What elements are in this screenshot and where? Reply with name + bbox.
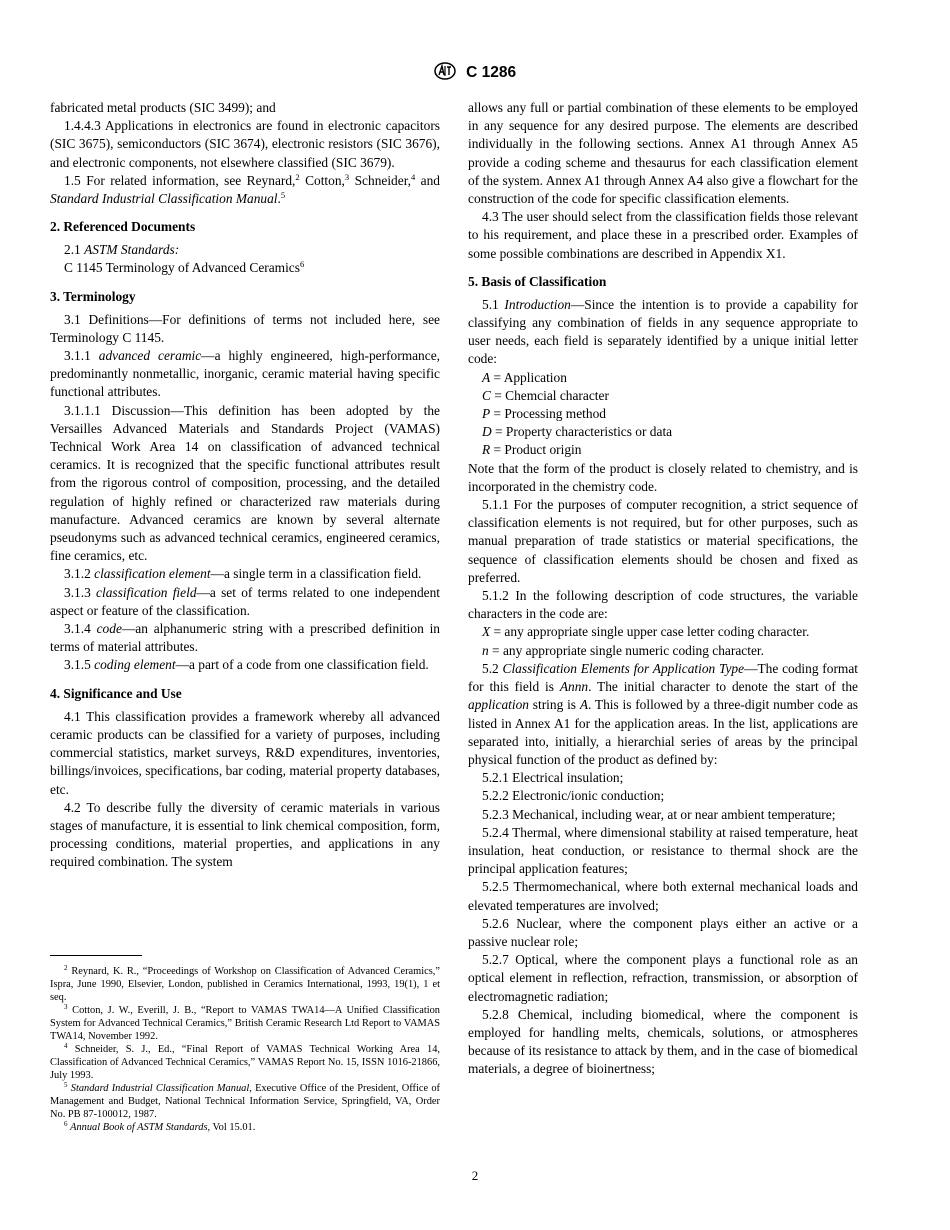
list-item: 5.2.7 Optical, where the component plays a functional role as an optical element in reflection, refraction, transmission, or absorption of electromagnetic radiation; xyxy=(468,952,858,1004)
paragraph: 3.1.4 code—an alphanumeric string with a prescribed definition in terms of material attributes. xyxy=(50,621,440,655)
footnote: $^6$ Annual Book of ASTM Standards, Vol 15.01. xyxy=(64,1120,256,1133)
footnote-rule xyxy=(50,955,142,956)
list-item: 5.2.2 Electronic/ionic conduction; xyxy=(482,788,665,804)
list-item: 5.2.4 Thermal, where dimensional stability at raised temperature, heat insulation, heat conduction, or resistance to thermal shock are the principal application features; xyxy=(468,824,858,877)
paragraph: 5.1 Introduction—Since the intention is to provide a capability for classifying any combination of fields in any sequence appropriate to user needs, each field is separately identified by a unique initial letter code: xyxy=(468,296,858,367)
left-column xyxy=(50,99,440,872)
footnotes xyxy=(50,955,440,1134)
paragraph: 3.1.2 classification element—a single term in a classification field. xyxy=(64,566,422,582)
list-item: R = Product origin xyxy=(482,442,582,458)
paragraph: 4.2 To describe fully the diversity of ceramic materials in various stages of manufacture, it is essential to link chemical composition, form, processing conditions, material properties, and applications in any required combination. The system xyxy=(50,799,440,870)
list-item: n = any appropriate single numeric coding character. xyxy=(482,642,764,658)
paragraph: 3.1.1.1 Discussion—This definition has been adopted by the Versailles Advanced Materials and Standards Project (VAMAS) Technical Work Area 14 on classification of advanced technical ceramics. It is recognized that the specific functional attributes result from the rigorous control of composition, processing, and the detailed regulation of highly refined or characterized raw materials during manufacture. Advanced ceramics are known by several alternate pseudonyms such as advanced technical ceramics, engineered ceramics, fine ceramics, etc. xyxy=(50,402,440,564)
list-item: D = Property characteristics or data xyxy=(482,424,673,440)
footnote: $^2$ Reynard, K. R., “Proceedings of Workshop on Classification of Advanced Ceramics,” Ispra, June 1990, Elsevier, London, published in Ceramics International, 1993, 19(1), 1 et seq. xyxy=(50,964,440,1003)
section-heading: 4. Significance and Use xyxy=(50,685,182,701)
paragraph: 5.1.2 In the following description of code structures, the variable characters in the code are: xyxy=(468,588,858,622)
paragraph: 4.3 The user should select from the classification fields those relevant to his requirement, and place these in a prescribed order. Examples of some possible combinations are described in Appendix X1. xyxy=(468,209,858,261)
paragraph: 3.1 Definitions—For definitions of terms not included here, see Terminology C 1145. xyxy=(50,311,440,345)
paragraph: allows any full or partial combination of these elements to be employed in any sequence for any desired purpose. The elements are described individually in the following sections. Annex A1 through Annex A5 provide a coding scheme and thesaurus for each classification element of the system. Annex A1 through Annex A4 also give a flowchart for the construction of the code for specific classification elements. xyxy=(468,100,858,207)
footnote: $^3$ Cotton, J. W., Everill, J. B., “Report to VAMAS TWA14—A Unified Classification System for Advanced Technical Ceramics,” British Ceramic Research Ltd Report to VAMAS TWA14, November 1992. xyxy=(50,1003,440,1042)
paragraph: 5.1.1 For the purposes of computer recognition, a strict sequence of classification elements is not required, but for other purposes, such as manual preparation of trade statistics or material specifications, the sequence of classification elements should be chosen and fixed as preferred. xyxy=(468,497,858,585)
list-item: 5.2.1 Electrical insulation; xyxy=(482,770,624,786)
footnote: $^4$ Schneider, S. J., Ed., “Final Report of VAMAS Technical Working Area 14, Classification of Advanced Technical Ceramics,” VAMAS Report No. 15, ISSN 1016-21866, July 1993. xyxy=(50,1042,440,1081)
list-item: 5.2.5 Thermomechanical, where both external mechanical loads and elevated temperatures are involved; xyxy=(468,879,858,913)
paragraph: 5.2 Classification Elements for Application Type—The coding format for this field is Annn. The initial character to denote the start of the application string is A. This is followed by a three-digit number code as listed in Annex A1 for the application areas. In the list, applications are separated into, initially, a hierarchial series of areas by the principal physical function of the product as defined by: xyxy=(468,660,858,767)
right-column xyxy=(468,99,858,1079)
paragraph: 2.1 ASTM Standards: xyxy=(64,242,180,258)
paragraph: 4.1 This classification provides a framework whereby all advanced ceramic products can be classified for a variety of purposes, including commercial statistics, market surveys, R&D expenditures, inventories, billings/invoices, specifications, bar coding, material property databases, etc. xyxy=(50,708,440,797)
paragraph: 1.5 For related information, see Reynard,$^2$ Cotton,$^3$ Schneider,$^4$ and Standard Industrial Classification Manual.$^5$ xyxy=(50,171,441,207)
footnote: $^5$ Standard Industrial Classification Manual, Executive Office of the President, Office of Management and Budget, National Technical Information Service, Springfield, VA, Order No. PB 87-100012, 1987. xyxy=(50,1081,440,1120)
paragraph: fabricated metal products (SIC 3499); and xyxy=(50,100,276,115)
section-heading: 3. Terminology xyxy=(50,288,136,304)
list-item: 5.2.6 Nuclear, where the component plays either an active or a passive nuclear role; xyxy=(468,915,858,949)
astm-logo-icon xyxy=(434,62,456,85)
designation: C 1286 xyxy=(466,64,517,81)
list-item: C = Chemcial character xyxy=(482,387,609,403)
list-item: P = Processing method xyxy=(482,406,606,422)
section-heading: 2. Referenced Documents xyxy=(50,219,196,235)
list-item: 5.2.3 Mechanical, including wear, at or near ambient temperature; xyxy=(482,806,836,822)
page-header xyxy=(0,62,950,85)
paragraph: Note that the form of the product is closely related to chemistry, and is incorporated in the chemistry code. xyxy=(468,460,858,494)
paragraph: 1.4.4.3 Applications in electronics are found in electronic capacitors (SIC 3675), semiconductors (SIC 3674), electronic resistors (SIC 3676), and electronic components, not elsewhere classified (SIC 3679). xyxy=(50,118,440,170)
list-item: 5.2.8 Chemical, including biomedical, where the component is employed for handling melts, chemicals, solutions, or atmospheres because of its resistance to attack by them, and in the case of biomedical materials, a degree of bioinertness; xyxy=(468,1006,858,1077)
paragraph: 3.1.5 coding element—a part of a code from one classification field. xyxy=(64,657,429,673)
paragraph: 3.1.1 advanced ceramic—a highly engineered, high-performance, predominantly nonmetallic, inorganic, ceramic material having specific functional attributes. xyxy=(50,348,440,400)
section-heading: 5. Basis of Classification xyxy=(468,273,607,289)
paragraph: C 1145 Terminology of Advanced Ceramics$^6$ xyxy=(64,259,305,276)
list-item: A = Application xyxy=(482,369,567,385)
page-number: 2 xyxy=(471,1168,479,1183)
list-item: X = any appropriate single upper case letter coding character. xyxy=(482,624,810,640)
paragraph: 3.1.3 classification field—a set of terms related to one independent aspect or feature of the classification. xyxy=(50,584,440,618)
